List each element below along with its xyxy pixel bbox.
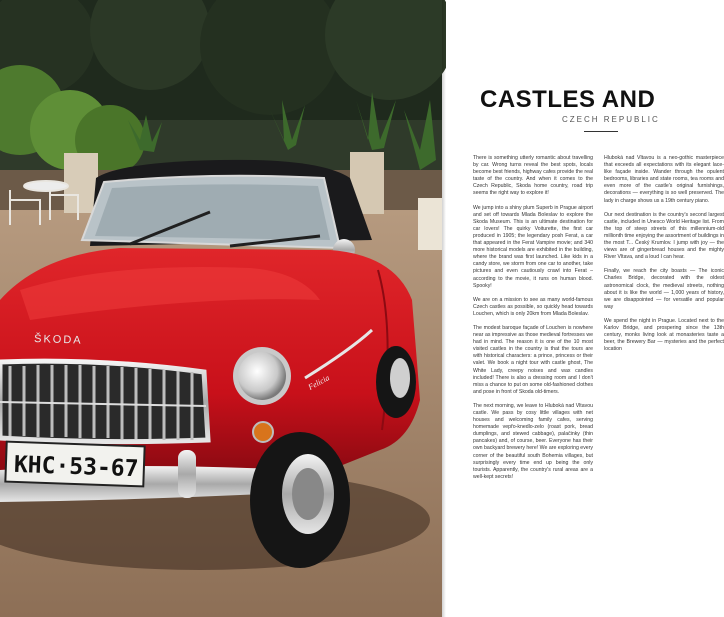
- paragraph: We are on a mission to see as many world-famous Czech castles as possible, so quickly head towards Louchen, which is only 20km from Mlada Boleslav.: [473, 296, 593, 317]
- paragraph: The next morning, we leave to Hluboká nad Vltavou castle. We pass by cosy little villages with net houses and welcoming family cafes, serving homemade vepřo-knedlo-zelo (roast pork, bread dumplings, and stewed cabbage), palačinky (thin pancakes) and, of course, beer. Everyone has their own backyard brewery here! We are exploring every corner of the beautiful south Bohemia villages, but surprisingly every time end up being the only tourists. Apparently, the country's rural areas are a well-kept secrets!: [473, 402, 593, 480]
- paragraph: We jump into a shiny plum Superb in Prague airport and set off towards Mlada Boleslav to explore the Skoda Museum. This is an ultimate destination for car lovers! The quirky Voiturette, the first car produced in 1905; the legendary posh Ferat, a car that appeared in the Ferat Vampire movie; and 340 more historical models are exhibited in the building, where the brand was first launched. Like kids in a candy store, we storm from one car to another, take pictures and even cautiously crawl into Ferat – according to the movie, it runs on human blood. Spooky!: [473, 204, 593, 289]
- article-column-1: [473, 155, 593, 488]
- script-badge: Felicia: [306, 373, 331, 392]
- title-rule: [584, 131, 618, 132]
- hood-badge: ŠKODA: [33, 333, 83, 347]
- license-plate: KHC·53-67: [13, 451, 139, 483]
- article-subtitle: CZECH REPUBLIC: [562, 115, 660, 124]
- paragraph: There is something utterly romantic about travelling by car. Wrong turns reveal the best spots, locals become best friends, highway cafes provide the real taste of the country. And when it comes to the Czech Republic, Skoda home country, road trip seems the right way to explore it!: [473, 155, 593, 197]
- article-title: CASTLES AND: [480, 86, 656, 113]
- car-grille: [0, 361, 208, 441]
- article-page: [446, 0, 724, 617]
- paragraph: Finally, we reach the city boasts — The iconic Charles Bridge, decorated with the oldest astronomical clock, the medieval streets, nothing about it is like the world — 1,000 years of history, we are disappointed — for versatile and popular way: [604, 268, 724, 310]
- paragraph: Our next destination is the country's second largest castle, included in Unesco World Heritage list. From the top of steep streets of this millennium-old millionth time enjoying the assortment of buildings in the most T... Český Krumlov. I jump with joy — the views are of gingerbread houses and the mighty River Vltava, and a loud I can hear.: [604, 211, 724, 261]
- article-column-2: [604, 155, 724, 360]
- paragraph: We spend the night in Prague. Located next to the Karlov Bridge, and prospering since the 13th century, monks living look at monasteries taste a beer, the Brewery Bar — mysteries and the perfect location: [604, 317, 724, 353]
- paragraph: Hluboká nad Vltavou is a neo-gothic masterpiece that exceeds all expectations with its elegant lace-like façade inside. Wander through the opulent bedrooms, libraries and state rooms, tea rooms and even more of the castle's original furnishings, decorations — everything is so well preserved. The lady in charge shows us a 19th century piano.: [604, 155, 724, 204]
- paragraph: The modest baroque façade of Louchen is nowhere near as impressive as those medieval fortresses we had in mind. The reason it is one of the 10 most visited castles in the country is that the tours are with historical characters: a prince, princess or their valet. We book a night tour with castle ghost, The White Lady, creepy noises and wax candles included! There is also a dressing room and I don't miss a chance to put on some old-fashioned clothes and pose in front of Skoda old-timers.: [473, 324, 593, 395]
